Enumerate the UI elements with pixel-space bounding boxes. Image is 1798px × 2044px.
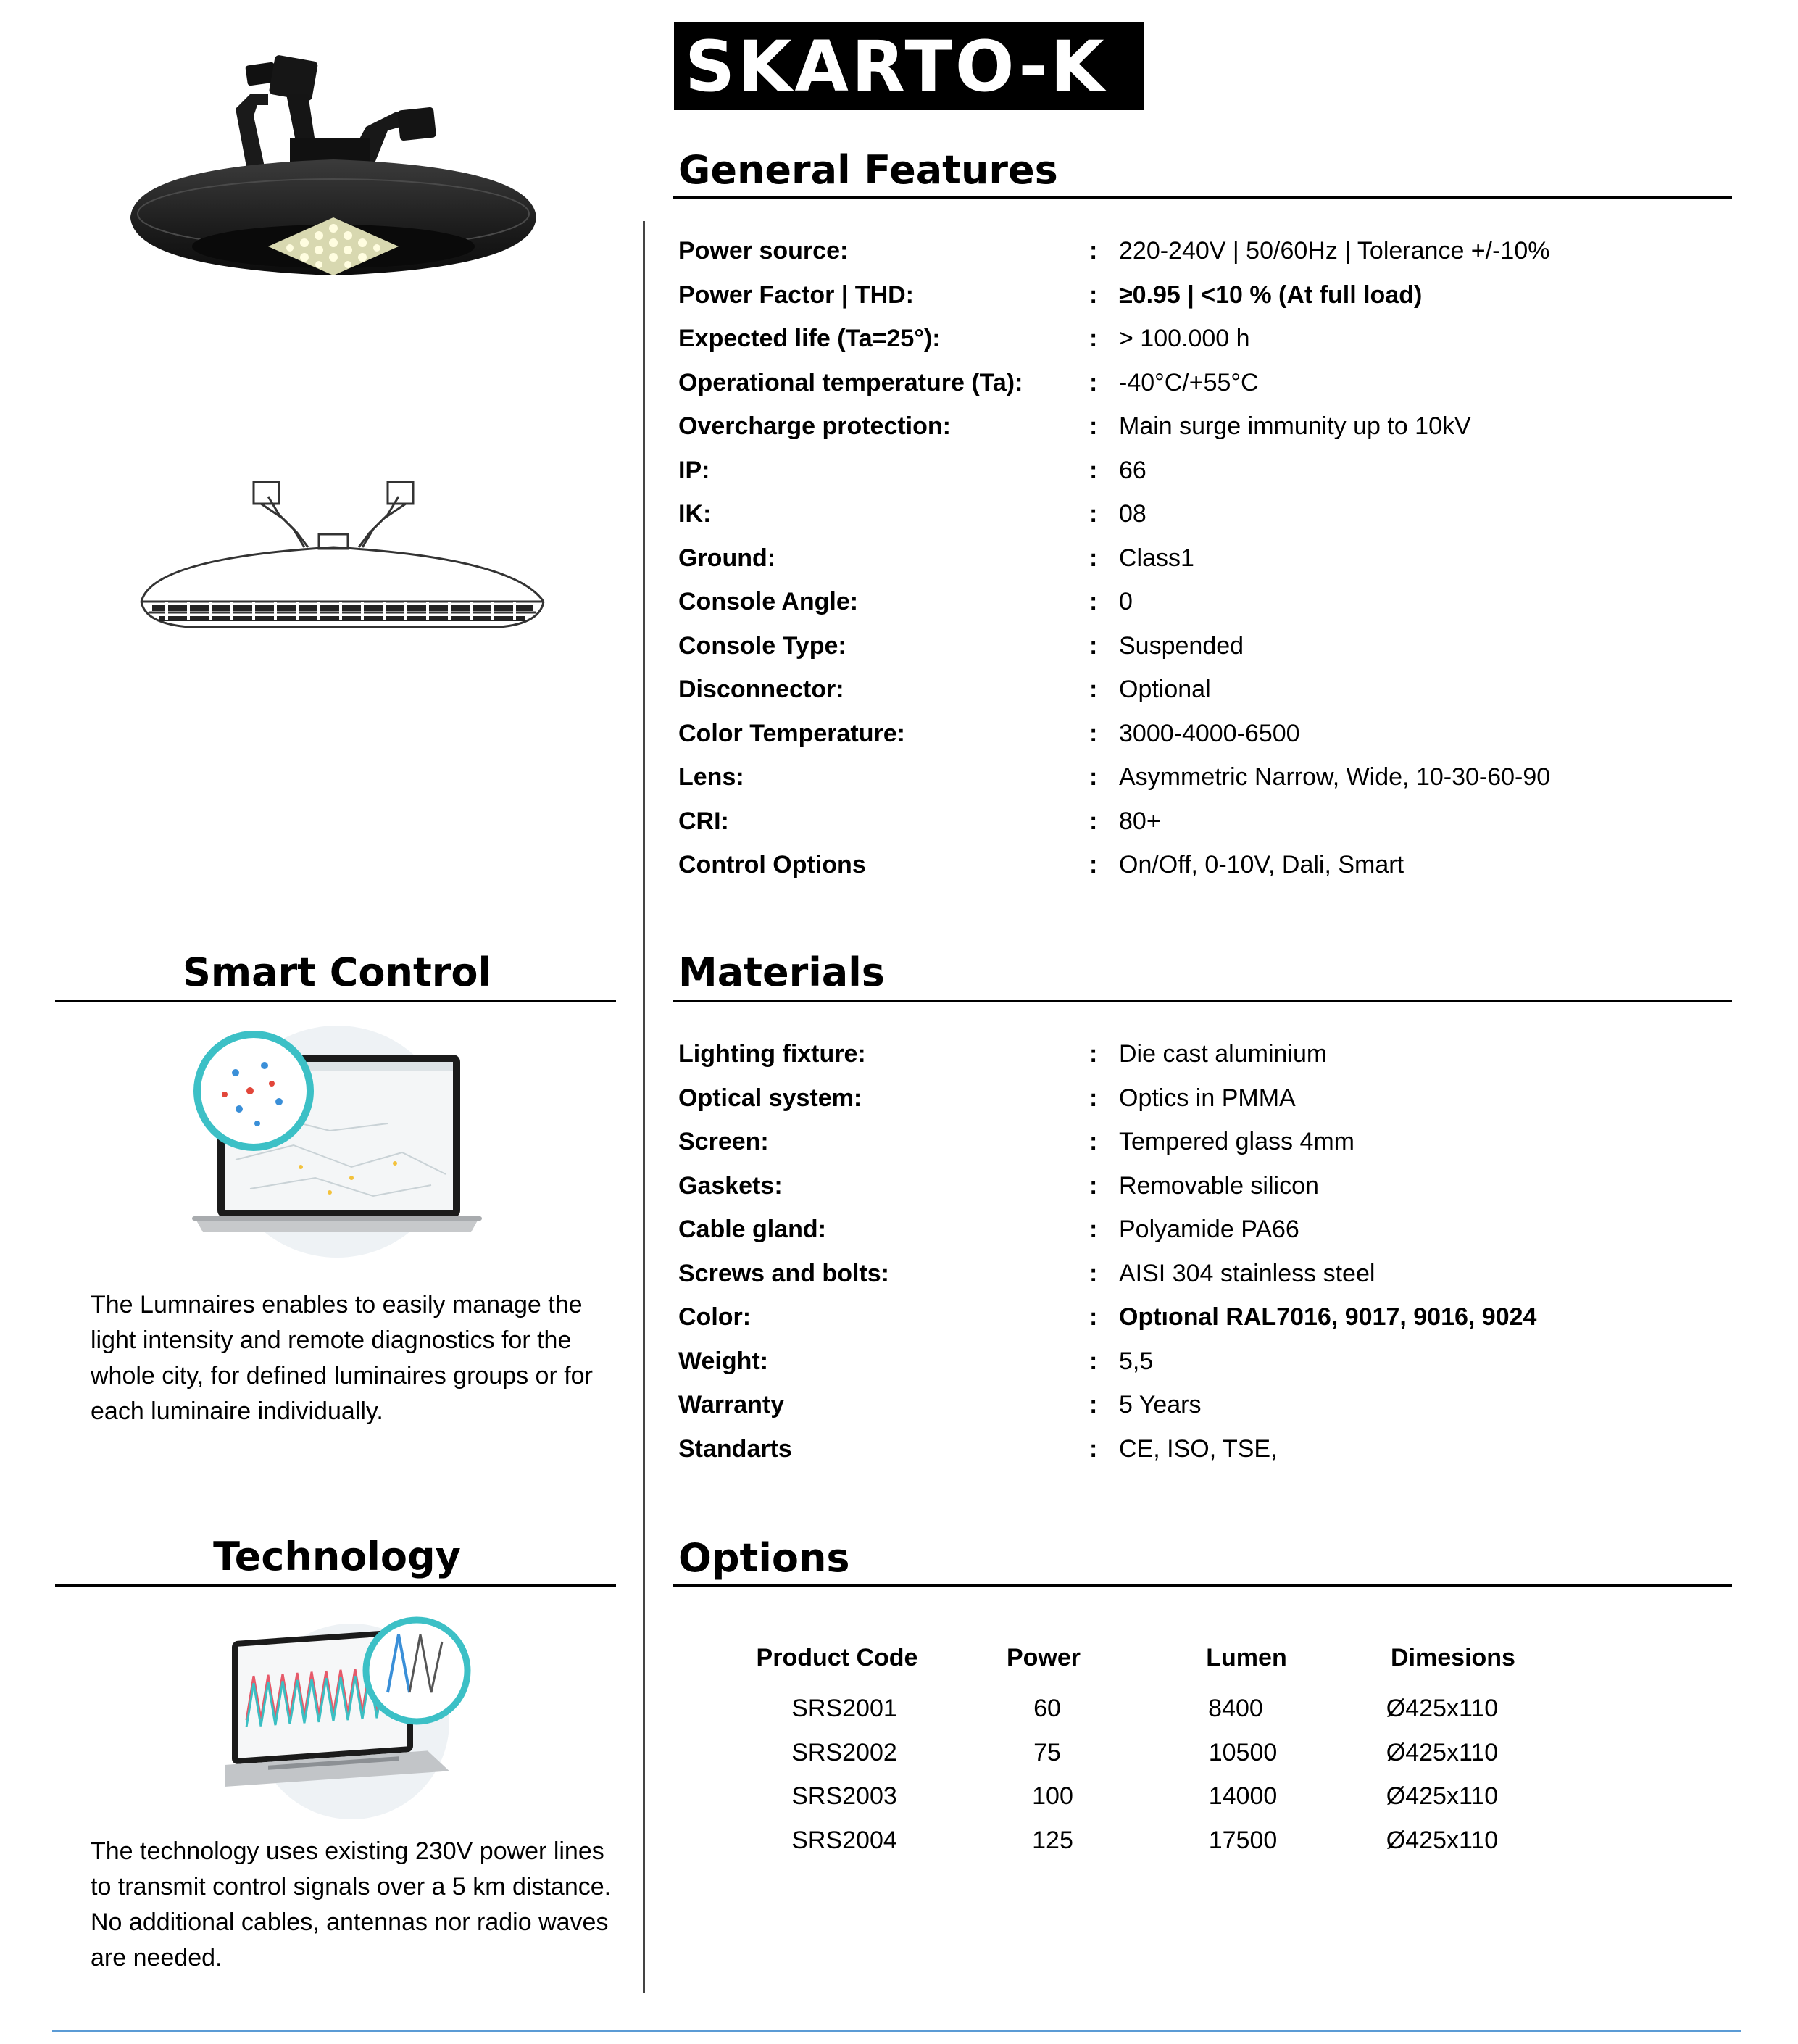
materials-rule [673,1000,1732,1002]
option-dimensions: Ø425x110 [1386,1827,1499,1854]
spec-label: Screws and bolts: [678,1259,889,1287]
spec-row [0,536,1798,580]
spec-label: Disconnector: [678,676,844,703]
spec-label: Lighting fixture: [678,1040,866,1068]
spec-row [0,317,1798,360]
spec-colon: : [1089,368,1098,396]
spec-label: CRI: [678,807,729,835]
spec-colon: : [1089,544,1098,572]
spec-label: Overcharge protection: [678,412,951,440]
spec-label: Optical system: [678,1084,862,1112]
spec-colon: : [1089,1303,1098,1331]
option-dimensions: Ø425x110 [1386,1739,1499,1766]
spec-label: Power Factor | THD: [678,281,914,309]
option-power: 100 [1032,1782,1073,1810]
spec-colon: : [1089,237,1098,265]
technology-laptop-image [225,1613,478,1823]
option-code: SRS2004 [791,1827,897,1854]
spec-label: Cable gland: [678,1216,827,1243]
spec-value: 5,5 [1119,1347,1154,1375]
spec-value: Optional [1119,676,1211,703]
option-power: 125 [1032,1827,1073,1854]
spec-label: Console Type: [678,631,846,660]
spec-label: Lens: [678,763,744,791]
spec-value: Main surge immunity up to 10kV [1119,412,1471,440]
spec-value: Polyamide PA66 [1119,1216,1299,1243]
spec-colon: : [1089,588,1098,615]
spec-row [0,229,1798,273]
spec-label: Weight: [678,1347,769,1375]
spec-value: 66 [1119,456,1146,484]
options-header-code: Product Code [756,1644,918,1671]
spec-value: 80+ [1119,807,1161,835]
spec-row [0,580,1798,623]
spec-value: Asymmetric Narrow, Wide, 10-30-60-90 [1119,763,1551,791]
option-dimensions: Ø425x110 [1386,1695,1499,1722]
spec-colon: : [1089,456,1098,484]
option-code: SRS2001 [791,1695,897,1722]
option-code: SRS2002 [791,1739,897,1766]
spec-row [0,755,1798,799]
spec-label: Ground: [678,544,776,572]
spec-value: ≥0.95 | <10 % (At full load) [1119,281,1423,309]
spec-value: 0 [1119,588,1133,615]
technology-text: The technology uses existing 230V power lines to transmit control signals over a 5 km distance. No additional cables, antennas nor radio waves are needed. [91,1837,612,1972]
spec-colon: : [1089,1259,1098,1287]
spec-row [0,1427,1798,1471]
spec-label: IK: [678,500,712,528]
spec-colon: : [1089,631,1098,660]
spec-colon: : [1089,325,1098,352]
option-lumen: 8400 [1208,1695,1263,1722]
spec-colon: : [1089,851,1098,878]
spec-label: Standarts [678,1434,792,1463]
technology-rule [55,1584,616,1587]
technology-heading: Technology [213,1534,461,1579]
spec-colon: : [1089,1040,1098,1068]
spec-label: Console Angle: [678,588,859,615]
spec-label: Operational temperature (Ta): [678,368,1023,396]
options-heading: Options [678,1535,850,1581]
spec-colon: : [1089,412,1098,440]
spec-value: Optics in PMMA [1119,1084,1296,1112]
spec-colon: : [1089,1347,1098,1375]
spec-colon: : [1089,1084,1098,1112]
option-power: 60 [1033,1695,1061,1722]
spec-label: Color: [678,1303,752,1331]
spec-row [0,404,1798,448]
spec-value: On/Off, 0-10V, Dali, Smart [1119,851,1404,878]
spec-colon: : [1089,1434,1098,1463]
spec-label: Screen: [678,1128,769,1155]
spec-value: CE, ISO, TSE, [1119,1434,1278,1463]
spec-colon: : [1089,1216,1098,1243]
spec-colon: : [1089,807,1098,835]
general-features-rule [673,196,1732,199]
spec-row [0,449,1798,492]
option-lumen: 17500 [1208,1827,1278,1854]
spec-row [0,361,1798,404]
spec-label: Gaskets: [678,1171,783,1200]
spec-label: IP: [678,456,710,484]
spec-row [0,492,1798,536]
spec-value: > 100.000 h [1119,325,1250,352]
spec-colon: : [1089,500,1098,528]
option-power: 75 [1033,1739,1061,1766]
spec-value: Class1 [1119,544,1194,572]
spec-value: 5 Years [1119,1391,1202,1418]
spec-colon: : [1089,763,1098,791]
spec-value: Suspended [1119,631,1244,660]
footer-rule [52,2030,1741,2032]
spec-row [0,668,1798,711]
spec-label: Control Options [678,851,866,878]
spec-value: -40°C/+55°C [1119,368,1259,396]
spec-value: Removable silicon [1119,1171,1319,1200]
spec-label: Power source: [678,237,849,265]
smart-control-laptop-image [185,1022,489,1261]
spec-row [0,624,1798,668]
materials-heading: Materials [678,950,885,995]
spec-colon: : [1089,1171,1098,1200]
spec-colon: : [1089,719,1098,747]
spec-value: 220-240V | 50/60Hz | Tolerance +/-10% [1119,237,1550,265]
smart-control-heading: Smart Control [182,950,492,995]
spec-row [0,712,1798,755]
spec-colon: : [1089,1128,1098,1155]
general-features-heading: General Features [678,147,1058,193]
smart-control-rule [55,1000,616,1002]
option-code: SRS2003 [791,1782,897,1810]
spec-label: Color Temperature: [678,719,905,747]
options-header-power: Power [1006,1644,1081,1671]
spec-row [0,273,1798,317]
spec-value: Die cast aluminium [1119,1040,1328,1068]
option-lumen: 10500 [1208,1739,1278,1766]
spec-value: Tempered glass 4mm [1119,1128,1355,1155]
option-dimensions: Ø425x110 [1386,1782,1499,1810]
spec-label: Expected life (Ta=25°): [678,325,941,352]
spec-value: 08 [1119,500,1146,528]
spec-row [0,843,1798,886]
spec-value: 3000-4000-6500 [1119,719,1300,747]
spec-colon: : [1089,281,1098,309]
spec-value: Optıonal RAL7016, 9017, 9016, 9024 [1119,1303,1537,1331]
option-lumen: 14000 [1208,1782,1278,1810]
spec-colon: : [1089,676,1098,703]
spec-row [0,799,1798,843]
spec-label: Warranty [678,1391,785,1418]
spec-colon: : [1089,1391,1098,1418]
options-header-dimensions: Dimesions [1391,1644,1515,1671]
spec-value: AISI 304 stainless steel [1119,1259,1375,1287]
options-header-lumen: Lumen [1206,1644,1287,1671]
options-rule [673,1584,1732,1587]
product-title: SKARTO-K [685,26,1107,107]
smart-control-text: The Lumnaires enables to easily manage the light intensity and remote diagnostics for the whole city, for defined luminaires groups or for each luminaire individually. [91,1291,593,1425]
